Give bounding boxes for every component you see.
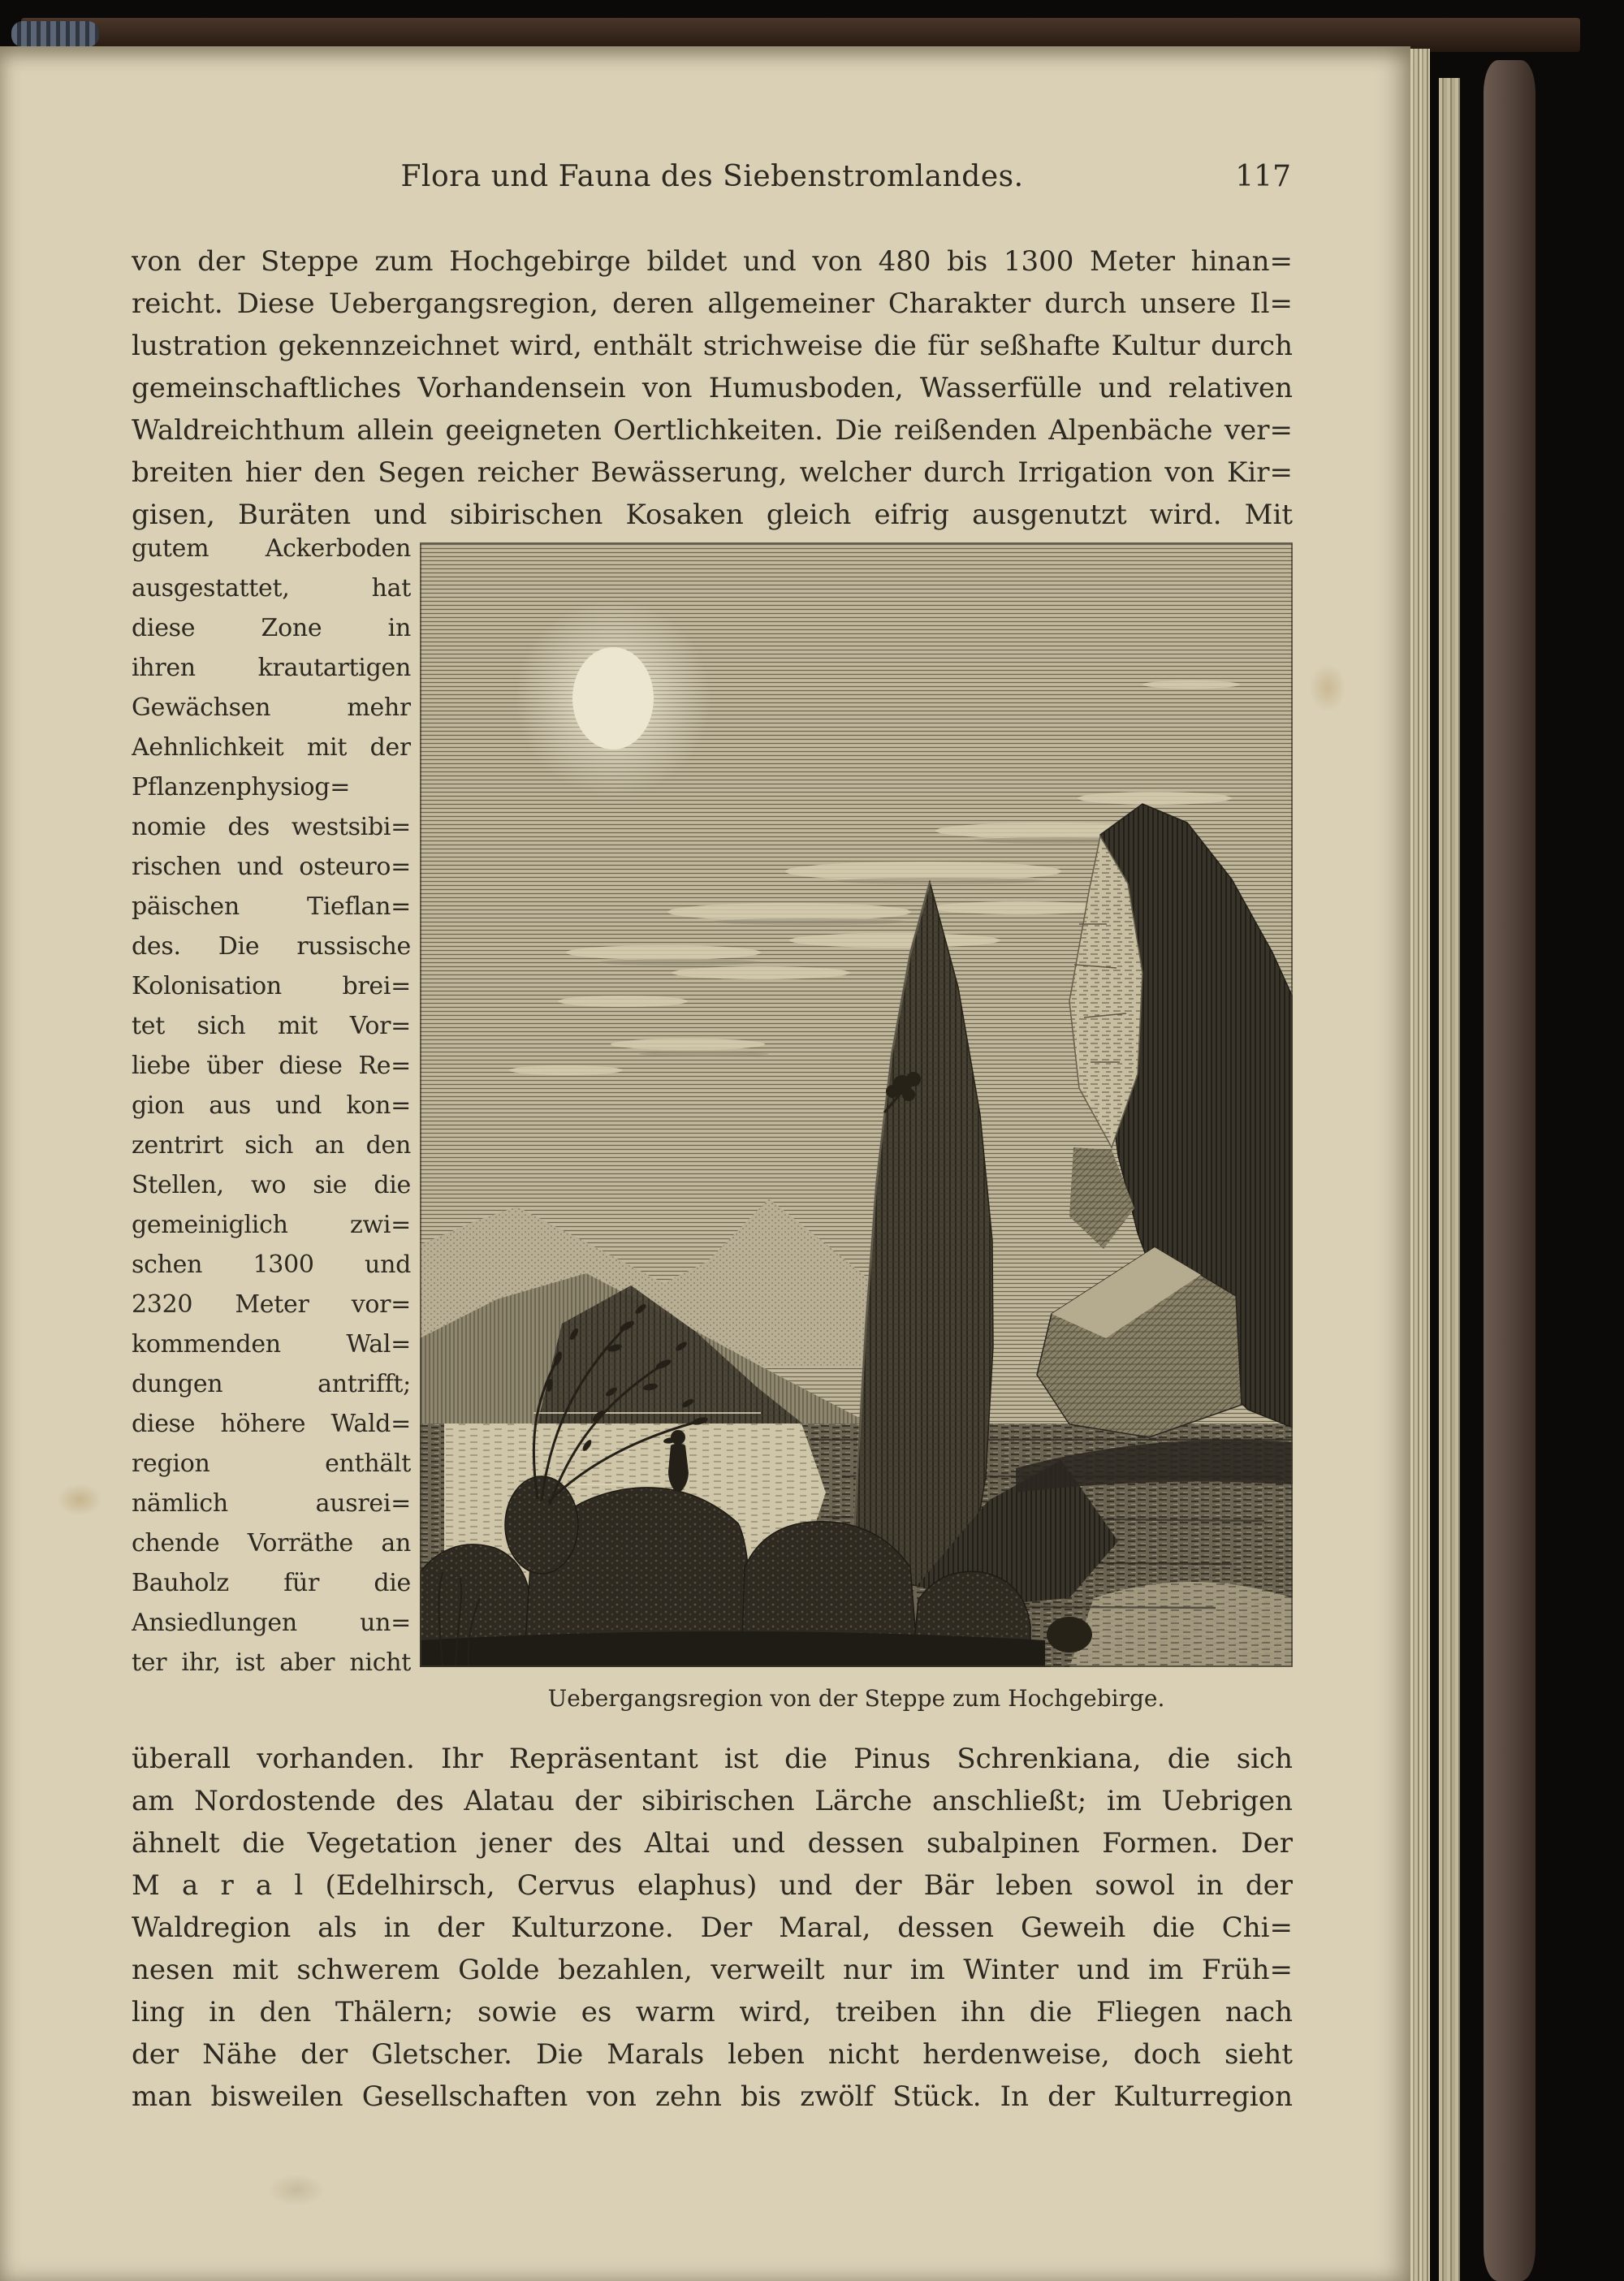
text-line: Ansiedlungen un=	[132, 1609, 411, 1637]
book-headband	[11, 21, 99, 47]
engraving-illustration	[420, 542, 1293, 1667]
text-line: diese höhere Wald=	[132, 1410, 411, 1438]
text-line: gisen, Buräten und sibirischen Kosaken gleich eifrig ausgenutzt wird. Mit	[132, 499, 1293, 531]
page-header	[132, 160, 1293, 205]
text-line: nämlich ausrei=	[132, 1489, 411, 1518]
text-line: region enthält	[132, 1449, 411, 1478]
text-line: päischen Tieflan=	[132, 892, 411, 921]
text-line: gion aus und kon=	[132, 1091, 411, 1120]
fore-edge-pages	[1410, 49, 1430, 2281]
text-line: schen 1300 und	[132, 1251, 411, 1279]
text-line: nesen mit schwerem Golde bezahlen, verweilt nur im Winter und im Früh=	[132, 1954, 1293, 1986]
text-line: ter ihr, ist aber nicht	[132, 1648, 411, 1677]
text-line: gutem Ackerboden	[132, 534, 411, 563]
text-line: M a r a l (Edelhirsch, Cervus elaphus) und der Bär leben sowol in der	[132, 1869, 1293, 1902]
moon	[572, 647, 654, 750]
book-cover-side-edge	[1484, 60, 1535, 2281]
text-line: Kolonisation brei=	[132, 972, 411, 1000]
paper-stain	[268, 2174, 325, 2206]
text-line: reicht. Diese Uebergangsregion, deren allgemeiner Charakter durch unsere Il=	[132, 287, 1293, 320]
text-line: zentrirt sich an den	[132, 1131, 411, 1160]
text-line: am Nordostende des Alatau der sibirischen Lärche anschließt; im Uebrigen	[132, 1785, 1293, 1817]
text-line: breiten hier den Segen reicher Bewässerung, welcher durch Irrigation von Kir=	[132, 456, 1293, 489]
shore-shadow	[420, 1631, 1045, 1667]
paper-stain	[1309, 663, 1346, 712]
text-line: von der Steppe zum Hochgebirge bildet und von 480 bis 1300 Meter hinan=	[132, 245, 1293, 278]
text-line: man bisweilen Gesellschaften von zehn bis zwölf Stück. In der Kulturregion	[132, 2080, 1293, 2113]
intro-paragraph	[132, 240, 1293, 536]
text-line: überall vorhanden. Ihr Repräsentant ist die Pinus Schrenkiana, die sich	[132, 1743, 1293, 1775]
text-line: ling in den Thälern; sowie es warm wird, treiben ihn die Fliegen nach	[132, 1996, 1293, 2028]
text-line: nomie des westsibi=	[132, 813, 411, 841]
text-line: Bauholz für die	[132, 1569, 411, 1597]
text-line: Waldregion als in der Kulturzone. Der Maral, dessen Geweih die Chi=	[132, 1912, 1293, 1944]
water-rock	[1047, 1617, 1092, 1652]
text-line: der Nähe der Gletscher. Die Marals leben nicht herdenweise, doch sieht	[132, 2038, 1293, 2071]
text-line: ihren krautartigen	[132, 654, 411, 682]
text-line: Aehnlichkeit mit der	[132, 733, 411, 762]
illustration-caption: Uebergangsregion von der Steppe zum Hochgebirge.	[547, 1685, 1165, 1712]
left-text-column	[132, 529, 411, 1683]
text-line: ähnelt die Vegetation jener des Altai und dessen subalpinen Formen. Der	[132, 1827, 1293, 1860]
text-line: kommenden Wal=	[132, 1330, 411, 1359]
text-line: chende Vorräthe an	[132, 1529, 411, 1557]
text-line: Waldreichthum allein geeigneten Oertlichkeiten. Die reißenden Alpenbäche ver=	[132, 414, 1293, 447]
page-number: 117	[1235, 160, 1291, 193]
text-line: liebe über diese Re=	[132, 1052, 411, 1080]
bottom-paragraph	[132, 1738, 1293, 2118]
text-line: Pflanzenphysiog=	[132, 773, 351, 801]
book-page	[0, 46, 1410, 2281]
text-line: diese Zone in	[132, 614, 411, 642]
text-line: Gewächsen mehr	[132, 693, 411, 722]
text-line: gemeinschaftliches Vorhandensein von Humusboden, Wasserfülle und relativen	[132, 372, 1293, 404]
text-line: lustration gekennzeichnet wird, enthält strichweise die für seßhafte Kultur durch	[132, 330, 1293, 362]
text-line: gemeiniglich zwi=	[132, 1211, 411, 1239]
text-line: des. Die russische	[132, 932, 411, 961]
text-line: dungen antrifft;	[132, 1370, 411, 1398]
text-line: Stellen, wo sie die	[132, 1171, 411, 1199]
text-line: 2320 Meter vor=	[132, 1290, 411, 1319]
paper-stain	[57, 1484, 102, 1516]
text-line: ausgestattet, hat	[132, 574, 411, 603]
running-head-title: Flora und Fauna des Siebenstromlandes.	[400, 160, 1024, 193]
fore-edge-pages-back	[1439, 78, 1460, 2281]
text-line: rischen und osteuro=	[132, 853, 411, 881]
text-line: tet sich mit Vor=	[132, 1012, 411, 1040]
